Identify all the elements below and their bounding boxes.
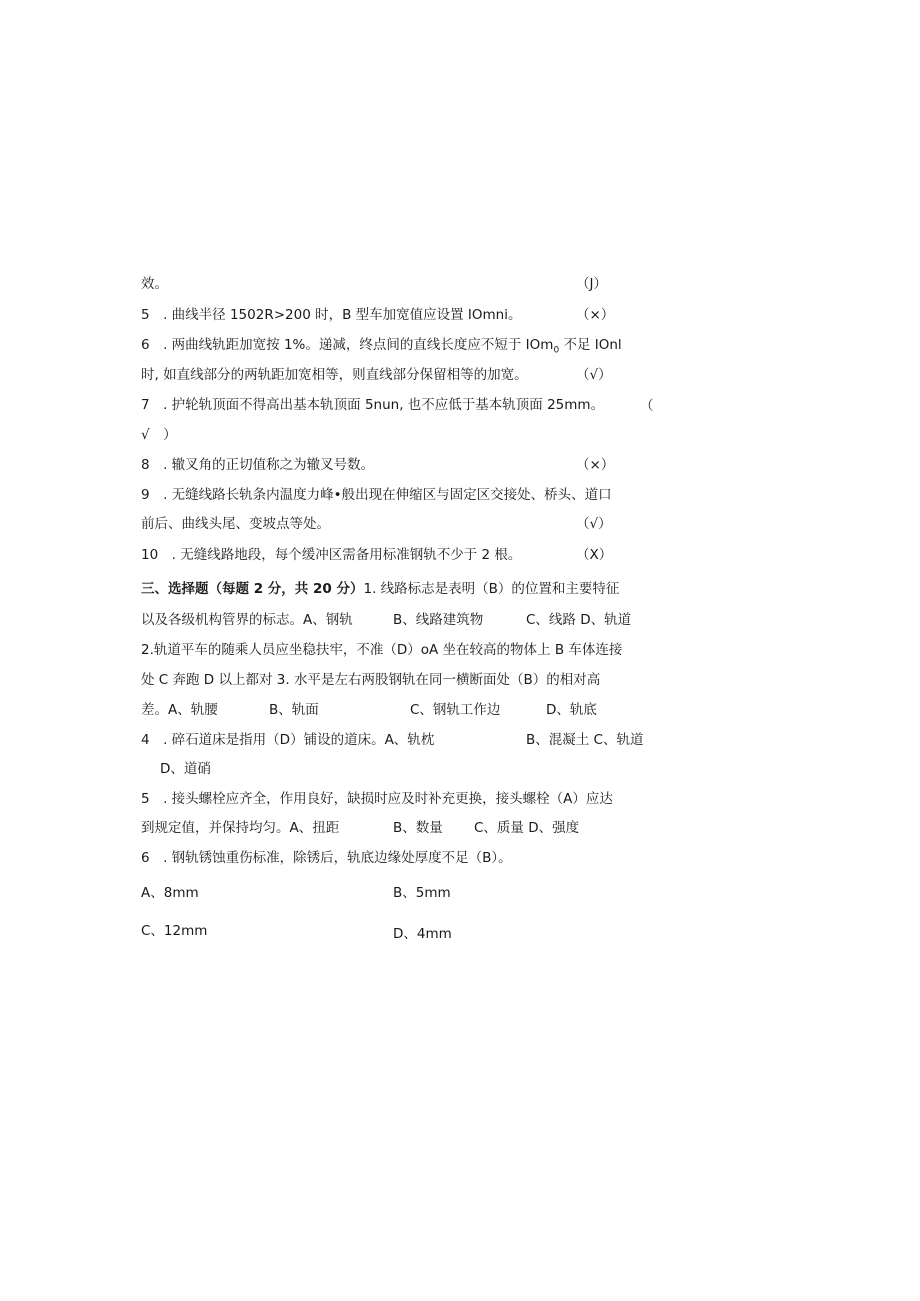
choice-line-7: D、道硝 [160, 761, 211, 777]
choice-line-6a: 4 . 碎石道床是指用（D）铺设的道床。A、轨枕 [141, 732, 435, 748]
choice-line-2c: C、线路 D、轨道 [526, 612, 632, 628]
choice-line-9b: B、数量 [393, 820, 443, 836]
choice-line-5d: D、轨底 [546, 702, 597, 718]
option-b: B、5mm [393, 885, 451, 901]
choice-line-3: 2.轨道平车的随乘人员应坐稳扶牢，不准（D）oA 坐在较高的物体上 B 车体连接 [141, 642, 623, 658]
choice-line-8: 5 . 接头螺栓应齐全，作用良好，缺损时应及时补充更换，接头螺栓（A）应达 [141, 791, 613, 807]
option-c: C、12mm [141, 923, 208, 939]
q4-tail: 效。 [141, 276, 168, 292]
q9-text-line1: 9 . 无缝线路长轨条内温度力峰•般出现在伸缩区与固定区交接处、桥头、道口 [141, 487, 612, 503]
q4-answer: （J） [576, 276, 607, 292]
choice-line-4: 处 C 奔跑 D 以上都对 3. 水平是左右两股钢轨在同一横断面处（B）的相对高 [141, 672, 601, 688]
q7-text: 7 . 护轮轨顶面不得高出基本轨顶面 5nun, 也不应低于基本轨顶面 25mm。 [141, 397, 605, 413]
q8-text: 8 . 辙叉角的正切值称之为辙叉号数。 [141, 457, 375, 473]
q5-text: 5 . 曲线半径 1502R>200 时，B 型车加宽值应设置 IOmni。 [141, 307, 522, 323]
q6-part-b: 不足 IOnl [563, 337, 622, 353]
choice-line-10: 6 . 钢轨锈蚀重伤标准，除锈后，轨底边缘处厚度不足（B）。 [141, 850, 512, 866]
choice-line-2a: 以及各级机构管界的标志。A、钢轨 [141, 612, 353, 628]
choice-line-5c: C、钢轨工作边 [410, 702, 501, 718]
choice-line-6b: B、混凝土 C、轨道 [526, 732, 644, 748]
q6-part-a: 6 . 两曲线轨距加宽按 1%。递减，终点间的直线长度应不短于 IOm [141, 337, 554, 353]
choice-line-9c: C、质量 D、强度 [474, 820, 580, 836]
choice-q1-stem: 1. 线路标志是表明（B）的位置和主要特征 [363, 581, 620, 597]
q10-text: 10 . 无缝线路地段，每个缓冲区需备用标准钢轨不少于 2 根。 [141, 547, 522, 563]
q8-answer: （×） [576, 457, 615, 473]
q7-answer-close: √ ） [141, 427, 177, 443]
q9-answer: （√） [576, 516, 612, 532]
option-d: D、4mm [393, 926, 452, 942]
choice-line-5b: B、轨面 [269, 702, 319, 718]
choice-line-5a: 差。A、轨腰 [141, 702, 218, 718]
choice-line-2b: B、线路建筑物 [393, 612, 484, 628]
q10-answer: （X） [576, 547, 613, 563]
section-header: 三、选择题（每题 2 分，共 20 分） [141, 581, 364, 597]
q6-answer: （√） [576, 367, 612, 383]
q6-text-line2: 时, 如直线部分的两轨距加宽相等，则直线部分保留相等的加宽。 [141, 367, 528, 383]
option-a: A、8mm [141, 885, 199, 901]
q5-answer: （×） [576, 307, 615, 323]
q6-text-line1 [141, 336, 622, 360]
q9-text-line2: 前后、曲线头尾、变坡点等处。 [141, 516, 330, 532]
choice-line-1 [141, 580, 619, 598]
q6-subscript: 0 [553, 345, 560, 356]
choice-line-9a: 到规定值，并保持均匀。A、扭距 [141, 820, 340, 836]
q7-answer-open: （ [640, 398, 654, 414]
